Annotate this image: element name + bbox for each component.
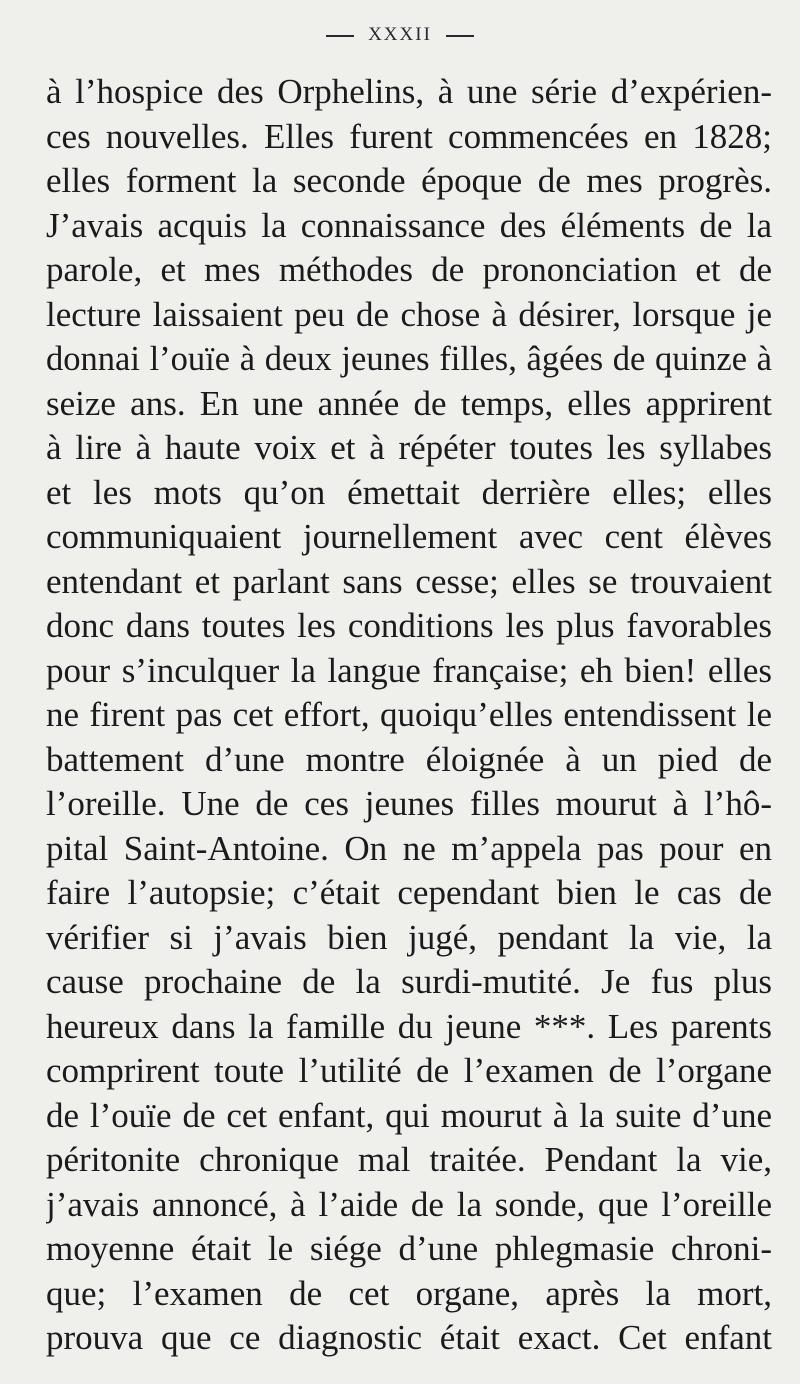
text-line-25: péritonite chronique mal traitée. Pendant la vie,	[46, 1140, 772, 1179]
text-line-16: battement d’une montre éloignée à un pied de	[46, 739, 772, 779]
text-line-5: parole, et mes méthodes de prononciation et de	[46, 250, 772, 289]
text-line-3: elles forment la seconde époque de mes progrès.	[46, 161, 772, 200]
text-line-27: moyenne était le siége d’une phlegmasie chroni-	[46, 1229, 772, 1268]
text-line-8: seize ans. En une année de temps, elles apprirent	[46, 383, 772, 423]
text-line-26: j’avais annoncé, à l’aide de la sonde, que l’oreille	[46, 1184, 772, 1224]
right-rule	[446, 35, 474, 37]
text-line-10: et les mots qu’on émettait derrière elles; elles	[46, 472, 772, 512]
text-line-18: pital Saint-Antoine. On ne m’appela pas pour en	[46, 828, 772, 868]
text-line-6: lecture laissaient peu de chose à désirer, lorsque je	[46, 294, 772, 334]
text-line-4: J’avais acquis la connaissance des éléments de la	[46, 205, 772, 245]
text-line-13: donc dans toutes les conditions les plus favorables	[46, 606, 772, 645]
body-text	[46, 70, 772, 1361]
text-line-9: à lire à haute voix et à répéter toutes les syllabes	[46, 428, 772, 467]
text-line-2: ces nouvelles. Elles furent commencées en 1828;	[46, 116, 772, 156]
text-line-28: que; l’examen de cet organe, après la mort,	[46, 1273, 772, 1313]
text-line-15: ne firent pas cet effort, quoiqu’elles entendissent le	[46, 695, 772, 734]
text-line-29: prouva que ce diagnostic était exact. Cet enfant	[46, 1318, 772, 1357]
text-line-12: entendant et parlant sans cesse; elles se trouvaient	[46, 561, 772, 601]
text-line-11: communiquaient journellement avec cent élèves	[46, 517, 772, 556]
text-line-20: vérifier si j’avais bien jugé, pendant la vie, la	[46, 917, 772, 957]
text-line-23: comprirent toute l’utilité de l’examen de l’organe	[46, 1051, 772, 1090]
text-line-1: à l’hospice des Orphelins, à une série d’expérien-	[46, 72, 772, 111]
running-head	[0, 24, 800, 46]
text-line-22: heureux dans la famille du jeune ***. Les parents	[46, 1006, 772, 1046]
text-line-17: l’oreille. Une de ces jeunes filles mourut à l’hô-	[46, 784, 772, 823]
text-line-19: faire l’autopsie; c’était cependant bien le cas de	[46, 873, 772, 912]
text-line-14: pour s’inculquer la langue française; eh bien! elles	[46, 650, 772, 690]
text-line-24: de l’ouïe de cet enfant, qui mourut à la suite d’une	[46, 1095, 772, 1135]
page-number: XXXII	[368, 24, 432, 45]
text-line-21: cause prochaine de la surdi-mutité. Je fus plus	[46, 962, 772, 1001]
left-rule	[326, 35, 354, 37]
text-line-7: donnai l’ouïe à deux jeunes filles, âgées de quinze à	[46, 340, 772, 378]
